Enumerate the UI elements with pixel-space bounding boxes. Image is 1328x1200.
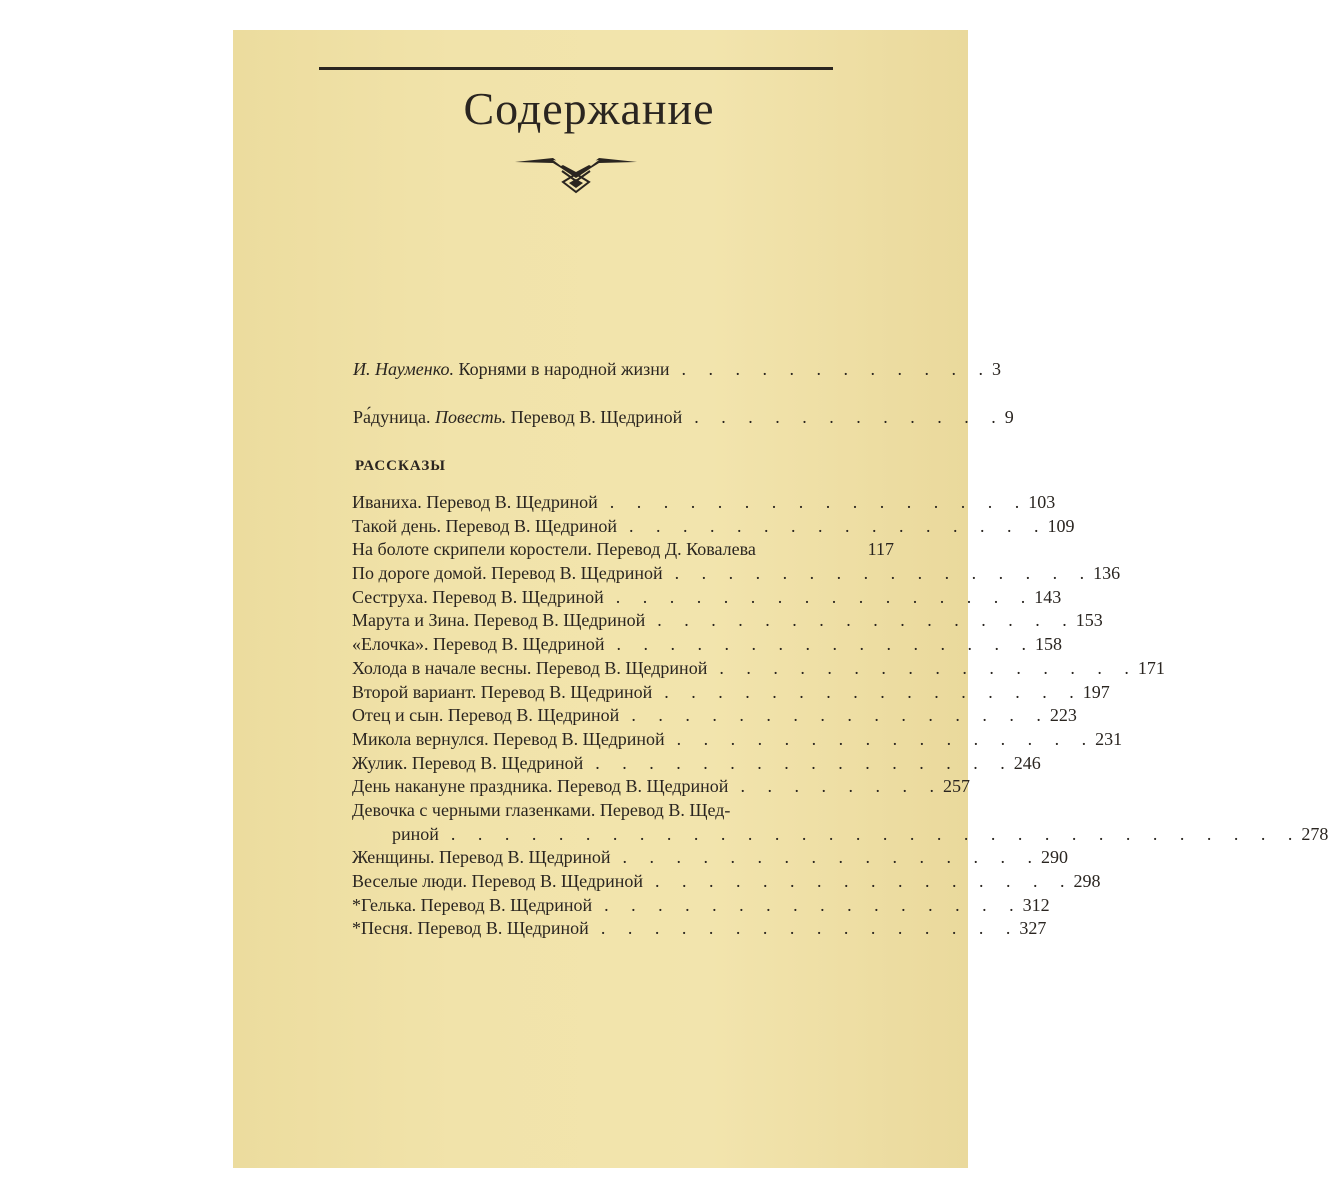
page-number: 246 (1013, 752, 1041, 773)
story-label: Иваниха. Перевод В. Щедриной (352, 492, 598, 512)
page-number: 109 (1047, 515, 1075, 536)
page-number: 257 (942, 776, 970, 797)
top-rule (319, 67, 833, 70)
page-number: 290 (1041, 847, 1069, 868)
page-number: 171 (1137, 657, 1165, 678)
leader-dots: . . . . . . . . . . . . . . . . (615, 586, 1035, 607)
toc-row[interactable] (352, 562, 1121, 586)
leader-dots: . . . . . . . . . . . . . . . . (654, 871, 1074, 891)
toc-row[interactable] (352, 657, 1165, 681)
toc-row[interactable] (352, 633, 1062, 657)
novella-title: Ра́дуница. (353, 407, 431, 427)
page-number: 223 (1049, 705, 1077, 726)
page-number: 278 (1301, 823, 1328, 844)
story-label: Жулик. Перевод В. Щедриной (352, 752, 584, 773)
leader-dots: . . . . . . . . . . . . . . . . (657, 610, 1076, 631)
toc-row[interactable] (352, 491, 1056, 515)
leader-dots: . . . . . . . . . . . . (681, 359, 992, 379)
story-label: Холода в начале весны. Перевод В. Щедриной (352, 657, 708, 678)
toc-row[interactable] (352, 609, 1103, 633)
story-label: «Елочка». Перевод В. Щедриной (352, 634, 605, 655)
toc-row[interactable] (352, 799, 894, 823)
page-number: 312 (1022, 894, 1050, 915)
leader-dots: . . . . . . . . . . . . . . . . (676, 728, 1096, 749)
story-label: Девочка с черными глазенками. Перевод В. Щед- (352, 799, 731, 820)
story-label-continuation: риной (392, 823, 439, 844)
toc-row[interactable] (352, 870, 1101, 894)
page-number: 197 (1082, 681, 1110, 702)
page-number: 3 (991, 359, 1001, 379)
page-number: 327 (1019, 918, 1047, 939)
leader-dots: . . . . . . . . . . . . . . . . (674, 563, 1094, 584)
story-label: День накануне праздника. Перевод В. Щедриной (352, 776, 729, 797)
intro-entry-essay[interactable] (353, 358, 1001, 380)
story-label: Женщины. Перевод В. Щедриной (352, 847, 611, 868)
page-number: 103 (1028, 492, 1056, 512)
page-title: Содержание (463, 83, 715, 134)
leader-dots: . . . . . . . . . . . . . . . . (631, 705, 1050, 726)
page-number: 158 (1035, 634, 1062, 655)
leader-dots: . . . . . . . . . . . . . . . . . . . . . . . . . . . . . . . . (450, 823, 1302, 844)
leader-dots: . . . . . . . . . . . . . . . . (595, 752, 1014, 773)
story-label: Марута и Зина. Перевод В. Щедриной (352, 610, 646, 631)
leader-dots: . . . . . . . . . . . . (694, 407, 1005, 427)
page-number: 231 (1095, 728, 1123, 749)
toc-row[interactable] (352, 704, 1077, 728)
toc-row-continuation[interactable] (352, 823, 1328, 847)
toc-row[interactable] (352, 728, 1123, 752)
toc-row[interactable] (352, 515, 1075, 539)
toc-row[interactable] (352, 586, 1062, 610)
story-label: Отец и сын. Перевод В. Щедриной (352, 705, 620, 726)
story-label: Такой день. Перевод В. Щедриной (352, 515, 617, 536)
ornament-icon (513, 154, 639, 194)
story-label: *Гелька. Перевод В. Щедриной (352, 894, 593, 915)
toc-row[interactable] (352, 752, 1041, 776)
leader-dots: . . . . . . . . . . . . . . . . (664, 681, 1083, 702)
leader-dots: . . . . . . . . . . . . . . . . (622, 847, 1042, 868)
leader-dots: . . . . . . . . . . . . . . . . (616, 634, 1035, 655)
story-label: *Песня. Перевод В. Щедриной (352, 918, 589, 939)
leader-dots: . . . . . . . . . . . . . . . . (609, 492, 1029, 512)
intro-entry-novella[interactable] (353, 406, 1014, 428)
novella-genre: Повесть. (435, 407, 507, 427)
leader-dots: . . . . . . . . (740, 776, 943, 797)
story-label: Сеструха. Перевод В. Щедриной (352, 586, 604, 607)
intro-author: И. Науменко. (353, 359, 454, 379)
story-label: Микола вернулся. Перевод В. Щедриной (352, 728, 665, 749)
toc-row[interactable] (352, 538, 894, 562)
story-label: На болоте скрипели коростели. Перевод Д. Ковалева (352, 539, 756, 560)
toc-row[interactable] (352, 846, 1069, 870)
leader-dots: . . . . . . . . . . . . . . . . (628, 515, 1048, 536)
leader-dots: . . . . . . . . . . . . . . . . (604, 894, 1023, 915)
page-number: 136 (1093, 563, 1121, 584)
page-number: 153 (1075, 610, 1103, 631)
toc-row[interactable] (352, 917, 1047, 941)
page-number: 9 (1004, 407, 1014, 427)
book-page (233, 30, 1328, 1168)
intro-title: Корнями в народной жизни (458, 359, 670, 379)
page-number: 143 (1034, 586, 1062, 607)
leader-dots: . . . . . . . . . . . . . . . . (719, 657, 1138, 678)
story-label: Второй вариант. Перевод В. Щедриной (352, 681, 653, 702)
novella-translator: Перевод В. Щедриной (510, 407, 683, 427)
page-number: 117 (867, 539, 894, 560)
story-label: По дороге домой. Перевод В. Щедриной (352, 563, 663, 584)
stories-list (352, 491, 1328, 941)
story-label: Веселые люди. Перевод В. Щедриной (352, 871, 643, 891)
section-title-stories: РАССКАЗЫ (355, 458, 446, 474)
toc-row[interactable] (352, 681, 1110, 705)
leader-dots: . . . . . . . . . . . . . . . . (600, 918, 1020, 939)
toc-row[interactable] (352, 775, 970, 799)
page-number: 298 (1073, 871, 1101, 891)
toc-row[interactable] (352, 894, 1050, 918)
